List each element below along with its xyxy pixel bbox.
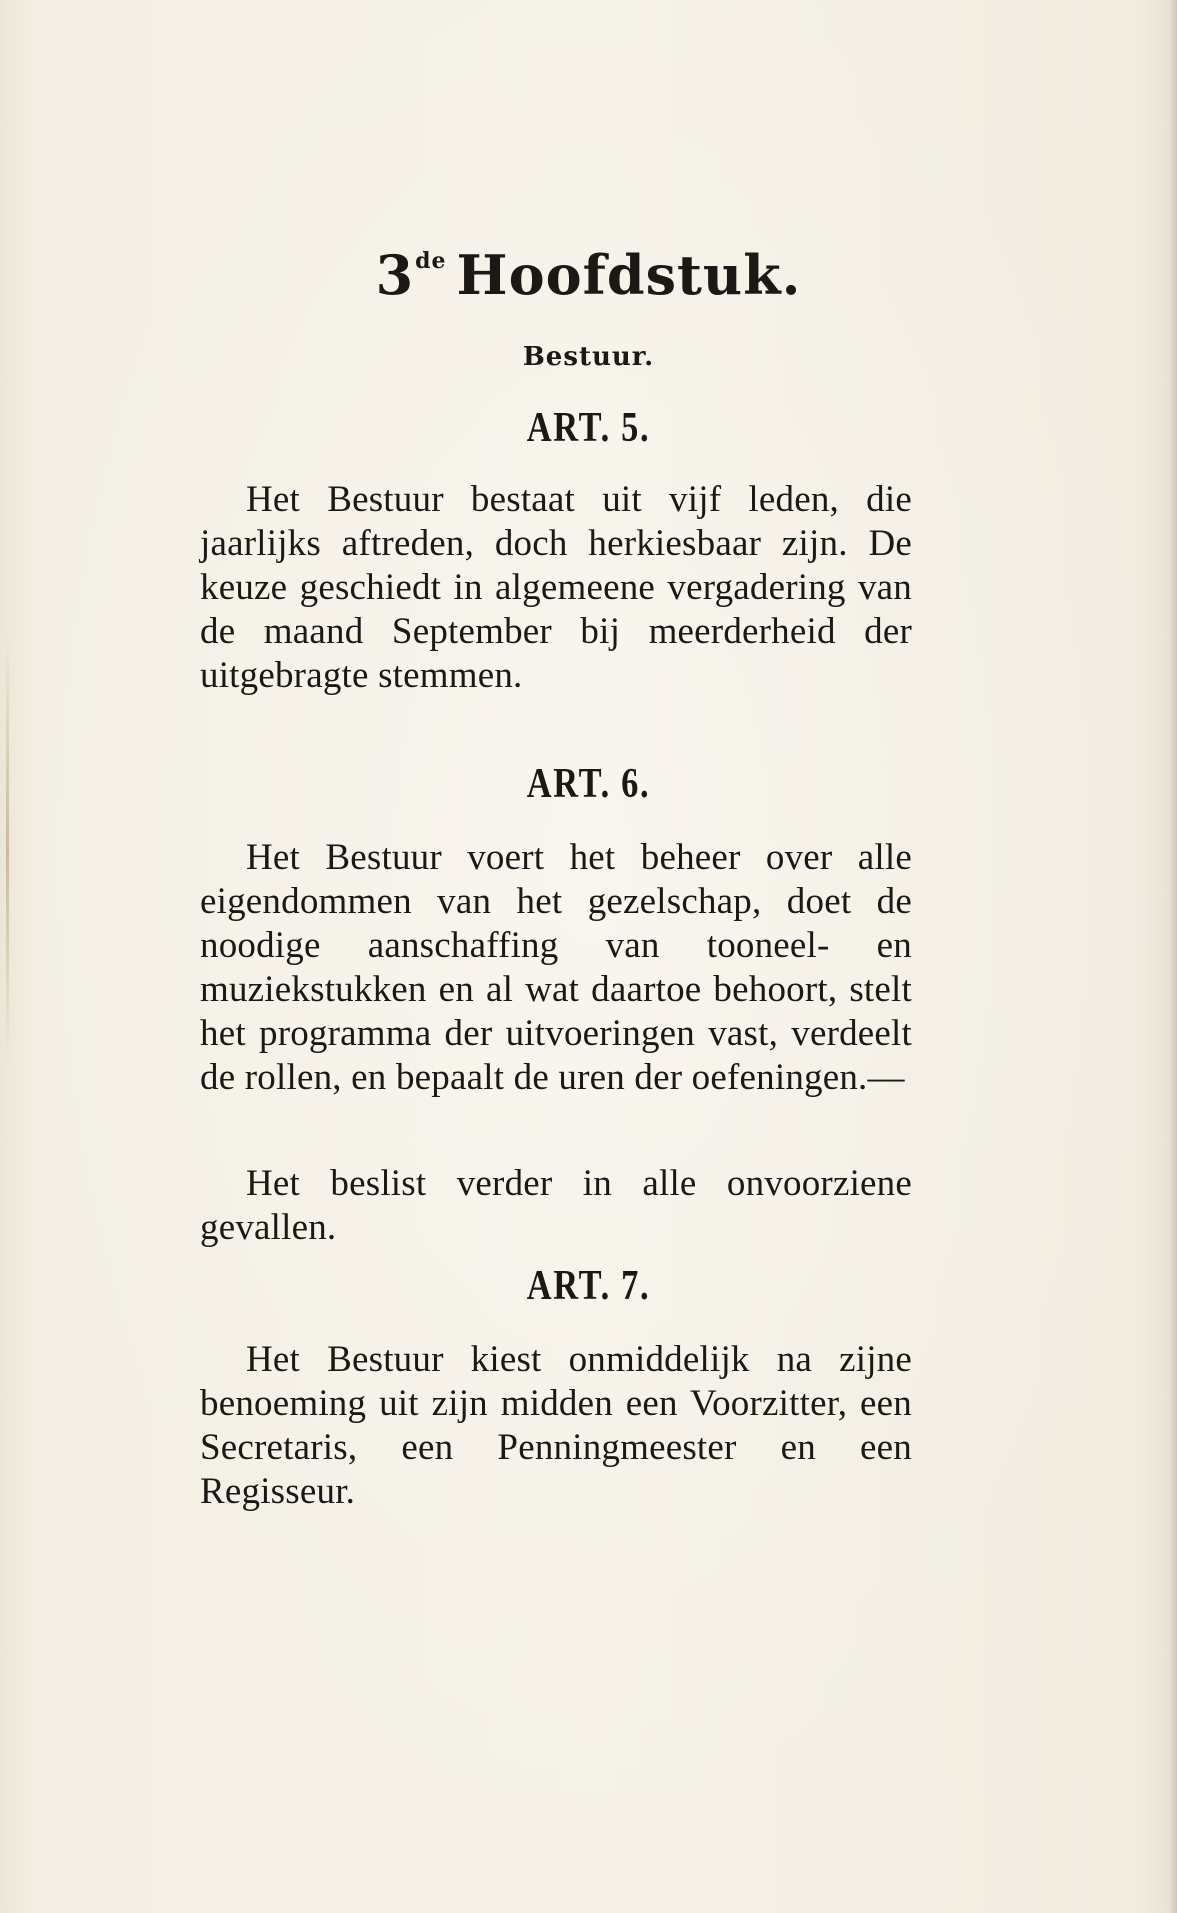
chapter-title: Hoofdstuk. (456, 243, 802, 307)
article-7-paragraph: Het Bestuur kiest onmiddelijk na zijne benoeming uit zijn midden een Voorzitter, een Secretaris, een Penningmeester en een Regisseur. (200, 1339, 912, 1512)
article-6-label: ART. 6. (526, 761, 651, 807)
article-6-paragraph-1: Het Bestuur voert het beheer over alle eigendommen van het gezelschap, doet de noodige aanschaffing van tooneel- en muziekstukken en al wat daartoe behoort, stelt het programma der uitvoeringen vast, verdeelt de rollen, en bepaalt de uren der oefeningen.— (200, 837, 912, 1098)
chapter-heading (0, 243, 1177, 307)
chapter-subtitle: Bestuur. (522, 342, 655, 372)
article-5-label: ART. 5. (526, 405, 651, 451)
article-7-label: ART. 7. (526, 1263, 651, 1309)
chapter-number: 3 (375, 243, 415, 307)
page-binding-edge (6, 640, 9, 1060)
chapter-number-suffix: de (415, 248, 447, 274)
article-5-paragraph: Het Bestuur bestaat uit vijf leden, die jaarlijks aftreden, doch herkiesbaar zijn. De keuze geschiedt in algemeene vergadering van de maand September bij meerderheid der uitgebragte stemmen. (200, 479, 912, 696)
article-6-paragraph-2: Het beslist verder in alle onvoorziene gevallen. (200, 1163, 912, 1248)
